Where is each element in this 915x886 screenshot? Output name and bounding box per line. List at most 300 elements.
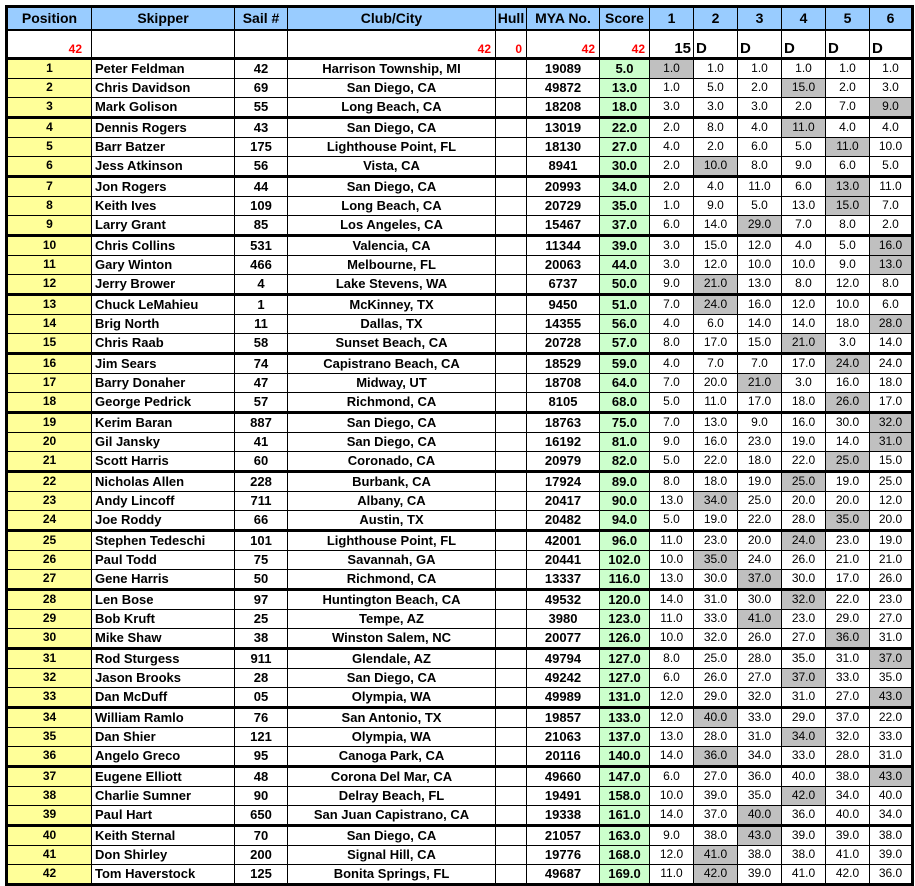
race-2-score-cell[interactable]: 38.0 [694, 826, 738, 846]
score-cell[interactable]: 163.0 [600, 826, 650, 846]
column-header-skipper[interactable]: Skipper [92, 7, 235, 31]
race-4-score-cell[interactable]: 20.0 [782, 492, 826, 511]
race-2-score-cell[interactable]: 23.0 [694, 531, 738, 551]
sail-number-cell[interactable]: 57 [235, 393, 288, 413]
score-cell[interactable]: 44.0 [600, 256, 650, 275]
score-cell[interactable]: 147.0 [600, 767, 650, 787]
score-cell[interactable]: 96.0 [600, 531, 650, 551]
race-5-score-cell[interactable]: 40.0 [826, 806, 870, 826]
race-4-score-cell[interactable]: 38.0 [782, 846, 826, 865]
race-1-score-cell[interactable]: 4.0 [650, 138, 694, 157]
sail-number-cell[interactable]: 1 [235, 295, 288, 315]
club-city-cell[interactable]: San Diego, CA [288, 413, 496, 433]
position-cell[interactable]: 33 [7, 688, 92, 708]
hull-cell[interactable] [496, 708, 527, 728]
race-1-score-cell[interactable]: 8.0 [650, 472, 694, 492]
race-6-score-cell[interactable]: 40.0 [870, 787, 913, 806]
score-cell[interactable]: 140.0 [600, 747, 650, 767]
race-4-score-cell[interactable]: 35.0 [782, 649, 826, 669]
position-cell[interactable]: 12 [7, 275, 92, 295]
skipper-cell[interactable]: Dan McDuff [92, 688, 235, 708]
skipper-cell[interactable]: Jason Brooks [92, 669, 235, 688]
club-city-cell[interactable]: Midway, UT [288, 374, 496, 393]
race-6-score-cell[interactable]: 13.0 [870, 256, 913, 275]
race-3-score-cell[interactable]: 6.0 [738, 138, 782, 157]
position-cell[interactable]: 35 [7, 728, 92, 747]
score-cell[interactable]: 81.0 [600, 433, 650, 452]
race-3-score-cell[interactable]: 35.0 [738, 787, 782, 806]
race-3-score-cell[interactable]: 18.0 [738, 452, 782, 472]
score-cell[interactable]: 39.0 [600, 236, 650, 256]
mya-number-cell[interactable]: 20979 [527, 452, 600, 472]
mya-number-cell[interactable]: 21057 [527, 826, 600, 846]
race-3-score-cell[interactable]: 1.0 [738, 59, 782, 79]
race-1-score-cell[interactable]: 2.0 [650, 177, 694, 197]
race-4-score-cell[interactable]: 16.0 [782, 413, 826, 433]
race-3-score-cell[interactable]: 41.0 [738, 610, 782, 629]
column-header-race-6[interactable]: 6 [870, 7, 913, 31]
club-city-cell[interactable]: Lighthouse Point, FL [288, 531, 496, 551]
race-6-score-cell[interactable]: 4.0 [870, 118, 913, 138]
score-cell[interactable]: 22.0 [600, 118, 650, 138]
race-6-score-cell[interactable]: 31.0 [870, 629, 913, 649]
score-cell[interactable]: 50.0 [600, 275, 650, 295]
sail-number-cell[interactable]: 228 [235, 472, 288, 492]
skipper-cell[interactable]: Larry Grant [92, 216, 235, 236]
sail-number-cell[interactable]: 60 [235, 452, 288, 472]
race-3-score-cell[interactable]: 3.0 [738, 98, 782, 118]
mya-number-cell[interactable]: 49794 [527, 649, 600, 669]
hull-cell[interactable] [496, 79, 527, 98]
race-2-score-cell[interactable]: 31.0 [694, 590, 738, 610]
race-5-score-cell[interactable]: 27.0 [826, 688, 870, 708]
race-6-score-cell[interactable]: 43.0 [870, 767, 913, 787]
race-2-score-cell[interactable]: 5.0 [694, 79, 738, 98]
race-4-score-cell[interactable]: 3.0 [782, 374, 826, 393]
mya-number-cell[interactable]: 11344 [527, 236, 600, 256]
score-cell[interactable]: 30.0 [600, 157, 650, 177]
race-3-score-cell[interactable]: 31.0 [738, 728, 782, 747]
race-2-score-cell[interactable]: 2.0 [694, 138, 738, 157]
sail-number-cell[interactable]: 466 [235, 256, 288, 275]
position-cell[interactable]: 3 [7, 98, 92, 118]
race-4-score-cell[interactable]: 10.0 [782, 256, 826, 275]
club-city-cell[interactable]: Glendale, AZ [288, 649, 496, 669]
mya-number-cell[interactable]: 18130 [527, 138, 600, 157]
race-1-score-cell[interactable]: 12.0 [650, 846, 694, 865]
score-cell[interactable]: 137.0 [600, 728, 650, 747]
score-cell[interactable]: 56.0 [600, 315, 650, 334]
race-2-score-cell[interactable]: 29.0 [694, 688, 738, 708]
race-3-score-cell[interactable]: 30.0 [738, 590, 782, 610]
column-header-race-5[interactable]: 5 [826, 7, 870, 31]
race-2-score-cell[interactable]: 21.0 [694, 275, 738, 295]
race-1-score-cell[interactable]: 13.0 [650, 728, 694, 747]
race-6-score-cell[interactable]: 17.0 [870, 393, 913, 413]
race-6-score-cell[interactable]: 12.0 [870, 492, 913, 511]
race-2-score-cell[interactable]: 25.0 [694, 649, 738, 669]
race-3-score-cell[interactable]: 38.0 [738, 846, 782, 865]
sail-number-cell[interactable]: 47 [235, 374, 288, 393]
score-cell[interactable]: 158.0 [600, 787, 650, 806]
race-5-score-cell[interactable]: 13.0 [826, 177, 870, 197]
race-4-score-cell[interactable]: 33.0 [782, 747, 826, 767]
club-city-cell[interactable]: San Juan Capistrano, CA [288, 806, 496, 826]
race-5-score-cell[interactable]: 38.0 [826, 767, 870, 787]
sail-number-cell[interactable]: 38 [235, 629, 288, 649]
race-3-score-cell[interactable]: 22.0 [738, 511, 782, 531]
subheader-race-6-flag[interactable]: D [870, 30, 913, 59]
skipper-cell[interactable]: Jerry Brower [92, 275, 235, 295]
race-4-score-cell[interactable]: 26.0 [782, 551, 826, 570]
mya-number-cell[interactable]: 6737 [527, 275, 600, 295]
race-3-score-cell[interactable]: 2.0 [738, 79, 782, 98]
mya-number-cell[interactable]: 19776 [527, 846, 600, 865]
race-1-score-cell[interactable]: 1.0 [650, 197, 694, 216]
position-cell[interactable]: 4 [7, 118, 92, 138]
column-header-mya[interactable]: MYA No. [527, 7, 600, 31]
mya-number-cell[interactable]: 20417 [527, 492, 600, 511]
mya-number-cell[interactable]: 20728 [527, 334, 600, 354]
hull-cell[interactable] [496, 98, 527, 118]
race-3-score-cell[interactable]: 33.0 [738, 708, 782, 728]
race-4-score-cell[interactable]: 41.0 [782, 865, 826, 885]
race-1-score-cell[interactable]: 4.0 [650, 354, 694, 374]
hull-cell[interactable] [496, 59, 527, 79]
score-cell[interactable]: 27.0 [600, 138, 650, 157]
race-2-score-cell[interactable]: 6.0 [694, 315, 738, 334]
race-2-score-cell[interactable]: 39.0 [694, 787, 738, 806]
sail-number-cell[interactable]: 101 [235, 531, 288, 551]
race-6-score-cell[interactable]: 43.0 [870, 688, 913, 708]
race-5-score-cell[interactable]: 6.0 [826, 157, 870, 177]
mya-number-cell[interactable]: 20116 [527, 747, 600, 767]
score-cell[interactable]: 168.0 [600, 846, 650, 865]
race-6-score-cell[interactable]: 39.0 [870, 846, 913, 865]
race-2-score-cell[interactable]: 16.0 [694, 433, 738, 452]
race-5-score-cell[interactable]: 18.0 [826, 315, 870, 334]
mya-number-cell[interactable]: 20077 [527, 629, 600, 649]
position-cell[interactable]: 9 [7, 216, 92, 236]
position-cell[interactable]: 22 [7, 472, 92, 492]
hull-cell[interactable] [496, 806, 527, 826]
race-5-score-cell[interactable]: 2.0 [826, 79, 870, 98]
hull-cell[interactable] [496, 354, 527, 374]
mya-number-cell[interactable]: 20441 [527, 551, 600, 570]
score-cell[interactable]: 64.0 [600, 374, 650, 393]
subheader-race-3-flag[interactable]: D [738, 30, 782, 59]
sail-number-cell[interactable]: 66 [235, 511, 288, 531]
race-2-score-cell[interactable]: 40.0 [694, 708, 738, 728]
column-header-hull[interactable]: Hull [496, 7, 527, 31]
subheader-hull-count[interactable]: 0 [496, 30, 527, 59]
race-5-score-cell[interactable]: 10.0 [826, 295, 870, 315]
race-3-score-cell[interactable]: 29.0 [738, 216, 782, 236]
position-cell[interactable]: 21 [7, 452, 92, 472]
score-cell[interactable]: 57.0 [600, 334, 650, 354]
mya-number-cell[interactable]: 18529 [527, 354, 600, 374]
race-1-score-cell[interactable]: 10.0 [650, 629, 694, 649]
race-3-score-cell[interactable]: 7.0 [738, 354, 782, 374]
race-3-score-cell[interactable]: 19.0 [738, 472, 782, 492]
race-5-score-cell[interactable]: 12.0 [826, 275, 870, 295]
sail-number-cell[interactable]: 97 [235, 590, 288, 610]
mya-number-cell[interactable]: 49989 [527, 688, 600, 708]
race-5-score-cell[interactable]: 24.0 [826, 354, 870, 374]
position-cell[interactable]: 13 [7, 295, 92, 315]
race-5-score-cell[interactable]: 15.0 [826, 197, 870, 216]
club-city-cell[interactable]: McKinney, TX [288, 295, 496, 315]
race-4-score-cell[interactable]: 14.0 [782, 315, 826, 334]
race-1-score-cell[interactable]: 11.0 [650, 610, 694, 629]
club-city-cell[interactable]: Harrison Township, MI [288, 59, 496, 79]
race-1-score-cell[interactable]: 9.0 [650, 275, 694, 295]
race-3-score-cell[interactable]: 12.0 [738, 236, 782, 256]
mya-number-cell[interactable]: 3980 [527, 610, 600, 629]
club-city-cell[interactable]: Huntington Beach, CA [288, 590, 496, 610]
skipper-cell[interactable]: Mike Shaw [92, 629, 235, 649]
club-city-cell[interactable]: Signal Hill, CA [288, 846, 496, 865]
mya-number-cell[interactable]: 49242 [527, 669, 600, 688]
position-cell[interactable]: 38 [7, 787, 92, 806]
sail-number-cell[interactable]: 650 [235, 806, 288, 826]
race-2-score-cell[interactable]: 24.0 [694, 295, 738, 315]
skipper-cell[interactable]: Andy Lincoff [92, 492, 235, 511]
column-header-sail[interactable]: Sail # [235, 7, 288, 31]
skipper-cell[interactable]: Paul Todd [92, 551, 235, 570]
skipper-cell[interactable]: Dennis Rogers [92, 118, 235, 138]
skipper-cell[interactable]: William Ramlo [92, 708, 235, 728]
score-cell[interactable]: 127.0 [600, 669, 650, 688]
race-5-score-cell[interactable]: 32.0 [826, 728, 870, 747]
position-cell[interactable]: 41 [7, 846, 92, 865]
race-5-score-cell[interactable]: 8.0 [826, 216, 870, 236]
race-6-score-cell[interactable]: 35.0 [870, 669, 913, 688]
sail-number-cell[interactable]: 85 [235, 216, 288, 236]
column-header-race-4[interactable]: 4 [782, 7, 826, 31]
race-1-score-cell[interactable]: 12.0 [650, 708, 694, 728]
sail-number-cell[interactable]: 887 [235, 413, 288, 433]
club-city-cell[interactable]: Corona Del Mar, CA [288, 767, 496, 787]
sail-number-cell[interactable]: 711 [235, 492, 288, 511]
race-4-score-cell[interactable]: 8.0 [782, 275, 826, 295]
sail-number-cell[interactable]: 76 [235, 708, 288, 728]
race-6-score-cell[interactable]: 28.0 [870, 315, 913, 334]
race-5-score-cell[interactable]: 17.0 [826, 570, 870, 590]
race-4-score-cell[interactable]: 22.0 [782, 452, 826, 472]
race-1-score-cell[interactable]: 6.0 [650, 216, 694, 236]
hull-cell[interactable] [496, 551, 527, 570]
race-2-score-cell[interactable]: 32.0 [694, 629, 738, 649]
position-cell[interactable]: 10 [7, 236, 92, 256]
club-city-cell[interactable]: San Diego, CA [288, 433, 496, 452]
position-cell[interactable]: 2 [7, 79, 92, 98]
position-cell[interactable]: 42 [7, 865, 92, 885]
race-2-score-cell[interactable]: 26.0 [694, 669, 738, 688]
subheader-position-count[interactable]: 42 [7, 30, 92, 59]
skipper-cell[interactable]: Paul Hart [92, 806, 235, 826]
hull-cell[interactable] [496, 590, 527, 610]
race-2-score-cell[interactable]: 22.0 [694, 452, 738, 472]
column-header-race-1[interactable]: 1 [650, 7, 694, 31]
score-cell[interactable]: 5.0 [600, 59, 650, 79]
subheader-sail-cell[interactable] [235, 30, 288, 59]
race-1-score-cell[interactable]: 5.0 [650, 393, 694, 413]
race-4-score-cell[interactable]: 13.0 [782, 197, 826, 216]
race-6-score-cell[interactable]: 8.0 [870, 275, 913, 295]
race-1-score-cell[interactable]: 7.0 [650, 295, 694, 315]
race-4-score-cell[interactable]: 37.0 [782, 669, 826, 688]
club-city-cell[interactable]: San Diego, CA [288, 669, 496, 688]
position-cell[interactable]: 26 [7, 551, 92, 570]
mya-number-cell[interactable]: 20993 [527, 177, 600, 197]
race-6-score-cell[interactable]: 22.0 [870, 708, 913, 728]
race-4-score-cell[interactable]: 2.0 [782, 98, 826, 118]
position-cell[interactable]: 28 [7, 590, 92, 610]
race-6-score-cell[interactable]: 3.0 [870, 79, 913, 98]
position-cell[interactable]: 27 [7, 570, 92, 590]
race-5-score-cell[interactable]: 3.0 [826, 334, 870, 354]
hull-cell[interactable] [496, 452, 527, 472]
club-city-cell[interactable]: Burbank, CA [288, 472, 496, 492]
race-5-score-cell[interactable]: 14.0 [826, 433, 870, 452]
position-cell[interactable]: 17 [7, 374, 92, 393]
score-cell[interactable]: 126.0 [600, 629, 650, 649]
race-6-score-cell[interactable]: 20.0 [870, 511, 913, 531]
skipper-cell[interactable]: Kerim Baran [92, 413, 235, 433]
race-4-score-cell[interactable]: 39.0 [782, 826, 826, 846]
score-cell[interactable]: 75.0 [600, 413, 650, 433]
hull-cell[interactable] [496, 413, 527, 433]
club-city-cell[interactable]: San Diego, CA [288, 826, 496, 846]
race-4-score-cell[interactable]: 24.0 [782, 531, 826, 551]
sail-number-cell[interactable]: 75 [235, 551, 288, 570]
hull-cell[interactable] [496, 787, 527, 806]
skipper-cell[interactable]: Gary Winton [92, 256, 235, 275]
race-3-score-cell[interactable]: 27.0 [738, 669, 782, 688]
position-cell[interactable]: 25 [7, 531, 92, 551]
hull-cell[interactable] [496, 846, 527, 865]
position-cell[interactable]: 32 [7, 669, 92, 688]
race-6-score-cell[interactable]: 31.0 [870, 747, 913, 767]
subheader-club-count[interactable]: 42 [288, 30, 496, 59]
mya-number-cell[interactable]: 18208 [527, 98, 600, 118]
race-4-score-cell[interactable]: 18.0 [782, 393, 826, 413]
skipper-cell[interactable]: Bob Kruft [92, 610, 235, 629]
skipper-cell[interactable]: Brig North [92, 315, 235, 334]
race-4-score-cell[interactable]: 17.0 [782, 354, 826, 374]
skipper-cell[interactable]: Len Bose [92, 590, 235, 610]
race-2-score-cell[interactable]: 3.0 [694, 98, 738, 118]
position-cell[interactable]: 23 [7, 492, 92, 511]
race-2-score-cell[interactable]: 12.0 [694, 256, 738, 275]
mya-number-cell[interactable]: 49532 [527, 590, 600, 610]
race-2-score-cell[interactable]: 15.0 [694, 236, 738, 256]
race-4-score-cell[interactable]: 31.0 [782, 688, 826, 708]
race-6-score-cell[interactable]: 23.0 [870, 590, 913, 610]
sail-number-cell[interactable]: 90 [235, 787, 288, 806]
race-1-score-cell[interactable]: 14.0 [650, 806, 694, 826]
skipper-cell[interactable]: Gene Harris [92, 570, 235, 590]
race-2-score-cell[interactable]: 41.0 [694, 846, 738, 865]
race-3-score-cell[interactable]: 13.0 [738, 275, 782, 295]
race-3-score-cell[interactable]: 43.0 [738, 826, 782, 846]
skipper-cell[interactable]: Mark Golison [92, 98, 235, 118]
race-5-score-cell[interactable]: 35.0 [826, 511, 870, 531]
race-3-score-cell[interactable]: 37.0 [738, 570, 782, 590]
race-2-score-cell[interactable]: 19.0 [694, 511, 738, 531]
race-6-score-cell[interactable]: 10.0 [870, 138, 913, 157]
race-2-score-cell[interactable]: 30.0 [694, 570, 738, 590]
score-cell[interactable]: 127.0 [600, 649, 650, 669]
skipper-cell[interactable]: Don Shirley [92, 846, 235, 865]
position-cell[interactable]: 7 [7, 177, 92, 197]
race-4-score-cell[interactable]: 6.0 [782, 177, 826, 197]
race-3-score-cell[interactable]: 32.0 [738, 688, 782, 708]
race-3-score-cell[interactable]: 5.0 [738, 197, 782, 216]
race-1-score-cell[interactable]: 14.0 [650, 590, 694, 610]
hull-cell[interactable] [496, 393, 527, 413]
race-5-score-cell[interactable]: 41.0 [826, 846, 870, 865]
race-2-score-cell[interactable]: 4.0 [694, 177, 738, 197]
race-6-score-cell[interactable]: 21.0 [870, 551, 913, 570]
race-6-score-cell[interactable]: 15.0 [870, 452, 913, 472]
race-5-score-cell[interactable]: 33.0 [826, 669, 870, 688]
race-6-score-cell[interactable]: 32.0 [870, 413, 913, 433]
position-cell[interactable]: 1 [7, 59, 92, 79]
race-4-score-cell[interactable]: 29.0 [782, 708, 826, 728]
position-cell[interactable]: 39 [7, 806, 92, 826]
club-city-cell[interactable]: Valencia, CA [288, 236, 496, 256]
club-city-cell[interactable]: Lake Stevens, WA [288, 275, 496, 295]
race-3-score-cell[interactable]: 36.0 [738, 767, 782, 787]
club-city-cell[interactable]: Tempe, AZ [288, 610, 496, 629]
column-header-club[interactable]: Club/City [288, 7, 496, 31]
race-3-score-cell[interactable]: 8.0 [738, 157, 782, 177]
race-2-score-cell[interactable]: 7.0 [694, 354, 738, 374]
club-city-cell[interactable]: San Diego, CA [288, 177, 496, 197]
club-city-cell[interactable]: San Antonio, TX [288, 708, 496, 728]
club-city-cell[interactable]: Long Beach, CA [288, 197, 496, 216]
mya-number-cell[interactable]: 16192 [527, 433, 600, 452]
hull-cell[interactable] [496, 157, 527, 177]
race-4-score-cell[interactable]: 5.0 [782, 138, 826, 157]
club-city-cell[interactable]: Winston Salem, NC [288, 629, 496, 649]
hull-cell[interactable] [496, 610, 527, 629]
race-6-score-cell[interactable]: 1.0 [870, 59, 913, 79]
score-cell[interactable]: 34.0 [600, 177, 650, 197]
club-city-cell[interactable]: Albany, CA [288, 492, 496, 511]
club-city-cell[interactable]: Vista, CA [288, 157, 496, 177]
club-city-cell[interactable]: Austin, TX [288, 511, 496, 531]
sail-number-cell[interactable]: 41 [235, 433, 288, 452]
score-cell[interactable]: 116.0 [600, 570, 650, 590]
sail-number-cell[interactable]: 48 [235, 767, 288, 787]
hull-cell[interactable] [496, 531, 527, 551]
race-3-score-cell[interactable]: 17.0 [738, 393, 782, 413]
score-cell[interactable]: 13.0 [600, 79, 650, 98]
race-6-score-cell[interactable]: 37.0 [870, 649, 913, 669]
race-4-score-cell[interactable]: 32.0 [782, 590, 826, 610]
race-5-score-cell[interactable]: 22.0 [826, 590, 870, 610]
mya-number-cell[interactable]: 20729 [527, 197, 600, 216]
race-6-score-cell[interactable]: 31.0 [870, 433, 913, 452]
sail-number-cell[interactable]: 911 [235, 649, 288, 669]
hull-cell[interactable] [496, 433, 527, 452]
skipper-cell[interactable]: Nicholas Allen [92, 472, 235, 492]
race-5-score-cell[interactable]: 19.0 [826, 472, 870, 492]
race-4-score-cell[interactable]: 25.0 [782, 472, 826, 492]
